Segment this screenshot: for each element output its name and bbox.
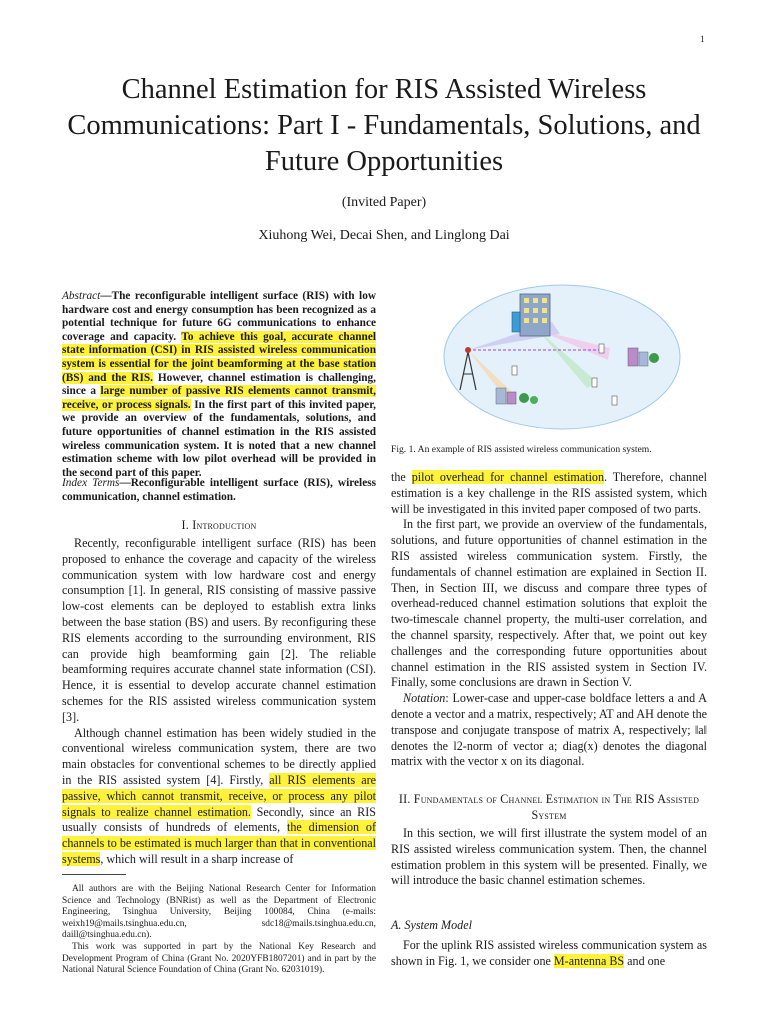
right-column-body [391,470,707,770]
figure-caption: Fig. 1. An example of RIS assisted wireless communication system. [391,444,652,455]
building-small [507,392,516,404]
index-terms [62,477,376,504]
paragraph [391,470,707,517]
system-figure [442,282,682,432]
paragraph: Recently, reconfigurable intelligent surface (RIS) has been proposed to enhance the coverage and capacity of the wireless communication system with low hardware cost and energy consumption [1]. In general, RIS consisting of massive passive low-cost elements can be deployed to establish extra links between the base station (BS) and users. By reconfiguring these RIS elements according to the surrounding environment, RIS can provide high beamforming gain [2]. The reliable beamforming requires accurate channel state information (CSI). Hence, it is essential to develop accurate channel estimation schemes for the RIS assisted wireless communication system [3]. [62,536,376,724]
tree [649,353,659,363]
building-window [533,308,538,313]
section2-body [391,826,707,889]
system-model-body [391,938,707,970]
paragraph [62,726,376,868]
highlight: the dimension of channels to be estimated is much larger than that in conventional systems [62,820,376,866]
footnote-rule [62,874,126,875]
building-window [524,308,529,313]
footnote [62,884,376,977]
user-phone [612,396,617,405]
highlight: pilot overhead for channel estimation [411,470,605,484]
building-window [542,298,547,303]
building-small [639,352,648,366]
ris-system-illustration [442,282,682,432]
section-number: I. [181,518,193,532]
building-window [533,298,538,303]
user-phone [592,378,597,387]
paragraph-text: Secondly, since an RIS usually consists of hundreds of elements, [62,804,376,835]
section-title: Introduction [192,518,257,532]
abstract [62,290,376,480]
paragraph: In this section, we will first illustrate the system model of an RIS assisted wireless communication system. Then, the channel estimation problem in this system will be presented. Finally, we will introduce the basic channel estimation schemes. [391,826,707,888]
footnote-affiliation: All authors are with the Beijing National Research Center for Information Science and Technology (BNRist) as well as the Department of Electronic Engineering, Tsinghua University, Beijing 100084, China (e-mails: weixh19@mails.tsinghua.edu.cn, sdc18@mails.tsinghua.edu.cn, daill@tsinghua.edu.cn). [62,884,376,941]
index-terms-lead: Index Terms [62,477,120,489]
paragraph [391,938,707,970]
abstract-highlight: large number of passive RIS elements cannot transmit, receive, or process signals. [62,385,376,411]
paragraph-text: and one [624,953,666,968]
page-number: 1 [700,34,705,44]
building-small [496,388,506,404]
section-heading [391,792,707,824]
section-title: Fundamentals of Channel Estimation in The RIS Assisted System [413,792,700,822]
section-heading [62,518,376,534]
paper-type: (Invited Paper) [341,195,427,210]
subsection-heading: A. System Model [391,918,472,932]
building-window [533,318,538,323]
paper-title: Channel Estimation for RIS Assisted Wireless Communications: Part I - Fundamentals, Solutions, and Future Opportunities [67,74,701,177]
building-window [524,318,529,323]
user-phone [512,366,517,375]
index-terms-text: —Reconfigurable intelligent surface (RIS), wireless communication, channel estimation. [62,477,376,503]
paragraph-text: For the uplink RIS assisted wireless communication system as shown in Fig. 1, we consider one [391,938,707,968]
notation-text: : Lower-case and upper-case boldface letters a and A denote a vector and a matrix, respectively; AT and AH denote the transpose and conjugate transpose of matrix A, respectively; ‖a‖ denotes the l2-norm of vector a; diag(x) denotes the diagonal matrix with the vector x on its diagonal. [391,691,707,769]
ris-panel [512,312,520,332]
highlight: all RIS elements are passive, which cannot transmit, receive, or process any pilot signals to realize channel estimation. [62,772,376,819]
tree [530,396,538,404]
highlight: M-antenna BS [553,953,625,968]
footnote-funding: This work was supported in part by the National Key Research and Development Program of China (Grant No. 2020YFB1807201) and in part by the National Natural Science Foundation of China (Grant No. 62031019). [62,941,376,976]
paragraph-text: Although channel estimation has been widely studied in the conventional wireless communication system, there are two main obstacles for conventional schemes to be directly applied in the RIS assisted system [4]. Firstly, [62,725,376,787]
abstract-text: However, channel estimation is challenging, since a [62,371,377,398]
tree [519,393,529,403]
introduction-body [62,536,376,868]
abstract-lead: Abstract [62,290,101,302]
building-window [524,298,529,303]
notation-lead: Notation [403,691,446,706]
building-small [628,348,638,366]
paragraph-text: the [391,470,412,484]
notation-paragraph [391,691,707,770]
building-window [542,308,547,313]
section-number: II. [398,792,414,806]
abstract-text: —The reconfigurable intelligent surface (RIS) with low hardware cost and energy consumption has been recognized as a potential technique for future 6G communications to enhance coverage and capacity. [62,290,376,343]
building-window [542,318,547,323]
author-list: Xiuhong Wei, Decai Shen, and Linglong Dai [258,228,510,243]
paragraph-text: , which will result in a sharp increase of [100,851,294,866]
user-phone [599,344,604,353]
bs-antenna [465,347,471,353]
paragraph: In the first part, we provide an overview of the fundamentals, solutions, and future opportunities of channel estimation in the RIS assisted wireless communication system. Firstly, the fundamentals of channel estimation are explained in Section II. Then, in Section III, we discuss and compare three types of overhead-reduced channel estimation solutions that exploit the two-timescale channel property, the multi-user correlation, and the channel sparsity, respectively. After that, we point out key challenges and the corresponding future opportunities about channel estimation in the RIS assisted system in Section IV. Finally, some conclusions are drawn in Section V. [391,517,707,690]
paragraph-text: . Therefore, channel estimation is a key challenge in the RIS assisted system, which will be investigated in this invited paper composed of two parts. [391,470,707,516]
abstract-highlight: To achieve this goal, accurate channel state information (CSI) in RIS assisted wireless communication system is essential for the joint beamforming at the base station (BS) and the RIS. [62,330,376,384]
abstract-text: In the first part of this invited paper, we provide an overview of the fundamentals, solutions, and future opportunities of channel estimation in the RIS assisted wireless communication system. It is noted that a new channel estimation scheme with low pilot overhead will be provided in the second part of this paper. [62,398,376,479]
